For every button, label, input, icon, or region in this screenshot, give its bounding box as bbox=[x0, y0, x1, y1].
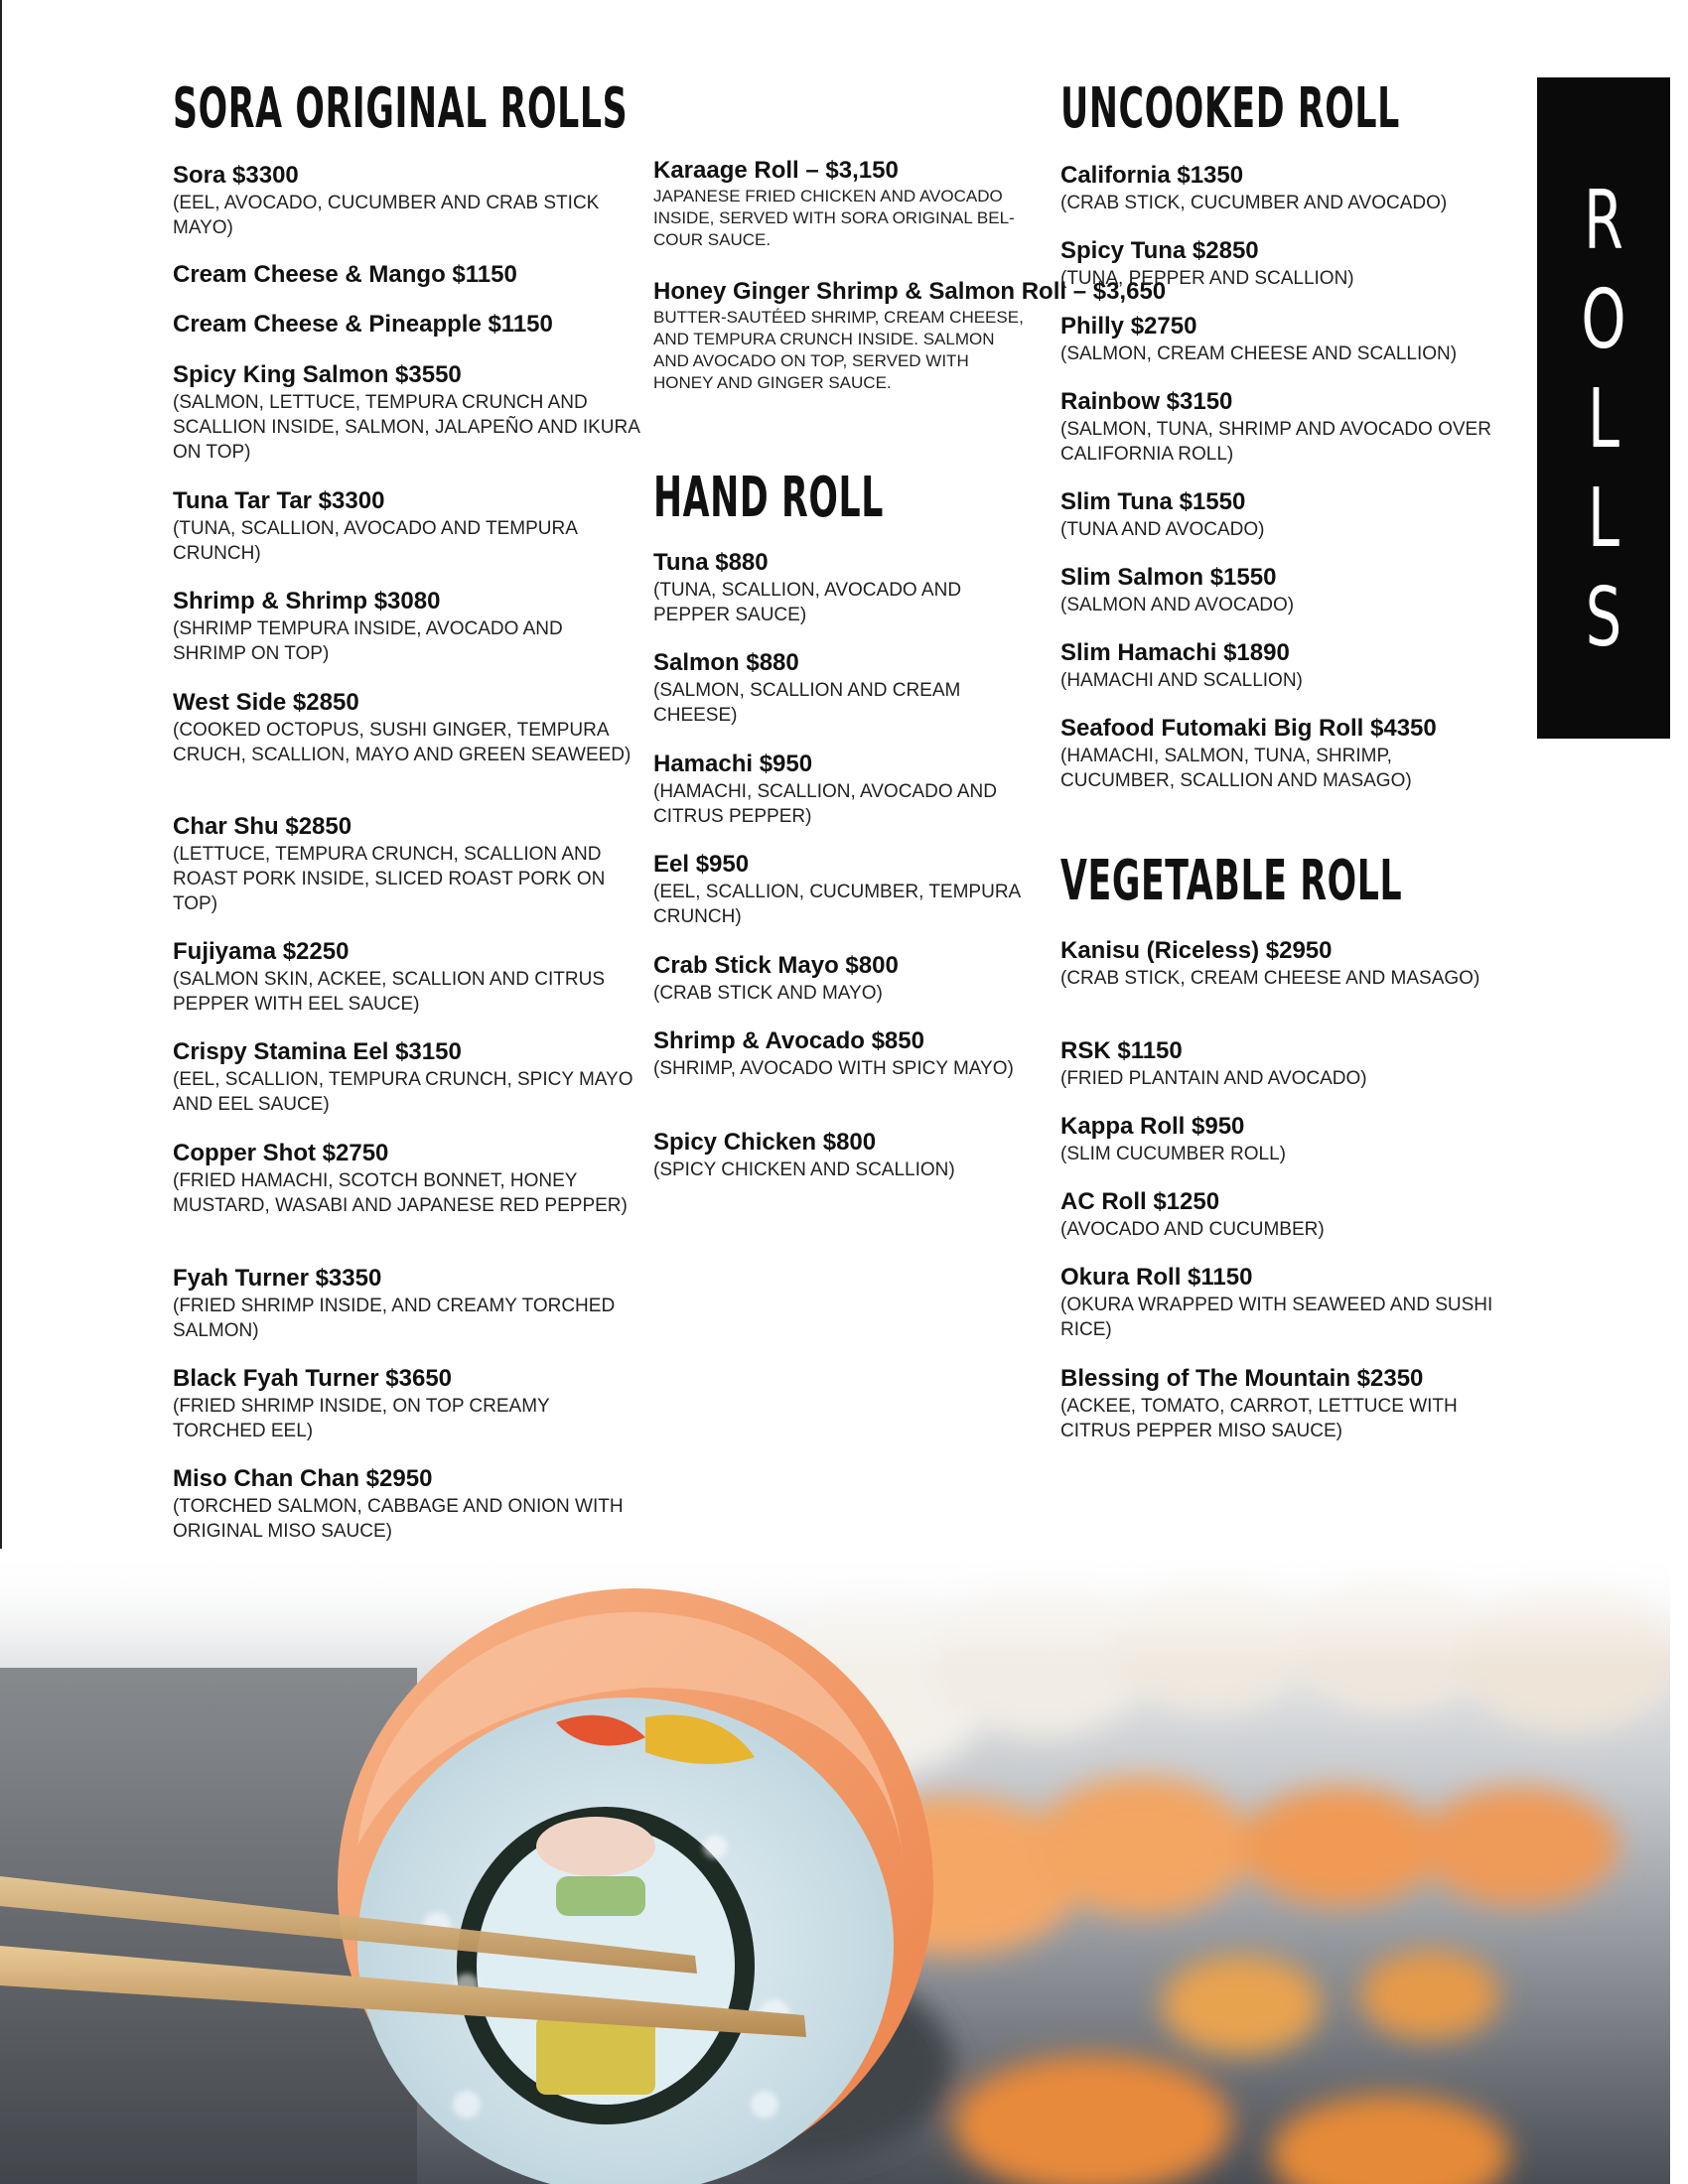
menu-item-description: (TORCHED SALMON, CABBAGE AND ONION WITH ORIGINAL MISO SAUCE) bbox=[173, 1496, 624, 1542]
menu-item-name: Cream Cheese & Mango $1150 bbox=[173, 261, 517, 288]
menu-item-description: (SALMON, CREAM CHEESE AND SCALLION) bbox=[1060, 343, 1458, 364]
menu-item-description: (CRAB STICK AND MAYO) bbox=[653, 983, 883, 1004]
menu-item bbox=[1060, 162, 1507, 215]
menu-item-description: (EEL, SCALLION, CUCUMBER, TEMPURA CRUNCH) bbox=[653, 882, 1021, 927]
menu-item-name: Char Shu $2850 bbox=[173, 813, 352, 840]
vegetable-roll-heading: VEGETABLE ROLL bbox=[1060, 849, 1403, 913]
uncooked-roll-heading: UNCOOKED ROLL bbox=[1060, 76, 1400, 141]
menu-item-name: Hamachi $950 bbox=[653, 751, 813, 777]
menu-item-description: JAPANESE FRIED CHICKEN AND AVOCADO INSIDE, SERVED WITH SORA ORIGINAL BEL-COUR SAUCE. bbox=[653, 187, 1015, 249]
menu-item bbox=[1060, 313, 1507, 366]
menu-item bbox=[173, 938, 639, 1017]
menu-item bbox=[653, 952, 1031, 1006]
rolls-side-tab bbox=[1537, 77, 1670, 739]
menu-item bbox=[653, 1129, 1031, 1182]
menu-item-description: (AVOCADO AND CUCUMBER) bbox=[1060, 1219, 1325, 1240]
menu-item-description: (LETTUCE, TEMPURA CRUNCH, SCALLION AND ROAST PORK INSIDE, SLICED ROAST PORK ON TOP) bbox=[173, 844, 606, 914]
menu-item bbox=[173, 1265, 639, 1343]
menu-item-description: (SHRIMP TEMPURA INSIDE, AVOCADO AND SHRIMP ON TOP) bbox=[173, 618, 563, 664]
menu-item-name: Copper Shot $2750 bbox=[173, 1140, 389, 1166]
menu-item bbox=[653, 1027, 1031, 1081]
menu-item-name: Spicy Tuna $2850 bbox=[1060, 237, 1259, 264]
sora-original-rolls-heading: SORA ORIGINAL ROLLS bbox=[173, 76, 629, 141]
menu-item bbox=[1060, 1037, 1507, 1091]
menu-item-name: Karaage Roll – $3,150 bbox=[653, 157, 899, 184]
menu-item-name: Kanisu (Riceless) $2950 bbox=[1060, 937, 1333, 964]
menu-item bbox=[1060, 1113, 1507, 1166]
menu-item-name: Rainbow $3150 bbox=[1060, 388, 1233, 415]
menu-item-name: Slim Hamachi $1890 bbox=[1060, 639, 1290, 666]
menu-item bbox=[1060, 564, 1507, 617]
menu-item bbox=[653, 549, 1031, 627]
menu-item-description: (HAMACHI, SCALLION, AVOCADO AND CITRUS PEPPER) bbox=[653, 781, 997, 827]
menu-item-description: BUTTER-SAUTÉED SHRIMP, CREAM CHEESE, AND TEMPURA CRUNCH INSIDE. SALMON AND AVOCADO ON TOP, SERVED WITH HONEY AND GINGER SAUCE. bbox=[653, 308, 1024, 392]
menu-item-name: Kappa Roll $950 bbox=[1060, 1113, 1245, 1140]
menu-item bbox=[653, 157, 1031, 251]
side-tab-letter: S bbox=[1585, 571, 1622, 665]
menu-item-description: (TUNA, PEPPER AND SCALLION) bbox=[1060, 268, 1354, 289]
menu-item bbox=[173, 361, 639, 465]
menu-item-name: AC Roll $1250 bbox=[1060, 1188, 1220, 1215]
menu-item bbox=[653, 851, 1031, 929]
menu-item-name: Spicy King Salmon $3550 bbox=[173, 361, 462, 388]
hand-roll-heading: HAND ROLL bbox=[653, 466, 884, 530]
menu-item-description: (COOKED OCTOPUS, SUSHI GINGER, TEMPURA CRUCH, SCALLION, MAYO AND GREEN SEAWEED) bbox=[173, 720, 632, 765]
menu-item-description: (EEL, SCALLION, TEMPURA CRUNCH, SPICY MAYO AND EEL SAUCE) bbox=[173, 1069, 633, 1115]
menu-item-name: Okura Roll $1150 bbox=[1060, 1264, 1253, 1291]
menu-item-description: (HAMACHI, SALMON, TUNA, SHRIMP, CUCUMBER, SCALLION AND MASAGO) bbox=[1060, 746, 1412, 791]
menu-item-description: (ACKEE, TOMATO, CARROT, LETTUCE WITH CITRUS PEPPER MISO SAUCE) bbox=[1060, 1396, 1458, 1441]
menu-item bbox=[173, 487, 639, 566]
menu-item-description: (EEL, AVOCADO, CUCUMBER AND CRAB STICK MAYO) bbox=[173, 193, 600, 238]
menu-item bbox=[173, 1465, 639, 1544]
menu-item-description: (SALMON, TUNA, SHRIMP AND AVOCADO OVER CALIFORNIA ROLL) bbox=[1060, 419, 1491, 465]
menu-item bbox=[653, 649, 1031, 728]
menu-item-name: West Side $2850 bbox=[173, 689, 359, 716]
menu-item-description: (SHRIMP, AVOCADO WITH SPICY MAYO) bbox=[653, 1058, 1014, 1079]
menu-item-description: (CRAB STICK, CUCUMBER AND AVOCADO) bbox=[1060, 193, 1448, 213]
side-tab-letter: O bbox=[1581, 273, 1626, 367]
menu-item-name: RSK $1150 bbox=[1060, 1037, 1183, 1064]
menu-item-name: Slim Salmon $1550 bbox=[1060, 564, 1277, 591]
menu-item-name: Crispy Stamina Eel $3150 bbox=[173, 1038, 462, 1065]
menu-item-name: Blessing of The Mountain $2350 bbox=[1060, 1365, 1424, 1392]
menu-item-name: Shrimp & Shrimp $3080 bbox=[173, 588, 441, 614]
menu-item bbox=[173, 162, 639, 240]
menu-item-name: Fujiyama $2250 bbox=[173, 938, 350, 965]
side-tab-letter: L bbox=[1588, 472, 1619, 566]
menu-item-name: Spicy Chicken $800 bbox=[653, 1129, 877, 1156]
menu-item bbox=[1060, 488, 1507, 542]
menu-item-name: Black Fyah Turner $3650 bbox=[173, 1365, 453, 1392]
menu-item-description: (SALMON, SCALLION AND CREAM CHEESE) bbox=[653, 680, 961, 726]
menu-item-name: Tuna Tar Tar $3300 bbox=[173, 487, 385, 514]
menu-item-name: Tuna $880 bbox=[653, 549, 769, 576]
menu-item-name: Sora $3300 bbox=[173, 162, 299, 189]
page-left-border bbox=[0, 0, 2, 1678]
menu-item bbox=[173, 1140, 639, 1218]
menu-item bbox=[173, 813, 639, 916]
side-tab-letter: R bbox=[1584, 174, 1623, 268]
menu-item-description: (FRIED PLANTAIN AND AVOCADO) bbox=[1060, 1068, 1367, 1089]
menu-item-description: (TUNA, SCALLION, AVOCADO AND PEPPER SAUCE) bbox=[653, 580, 962, 625]
menu-item bbox=[173, 311, 639, 339]
menu-item-description: (FRIED SHRIMP INSIDE, AND CREAMY TORCHED SALMON) bbox=[173, 1296, 616, 1341]
menu-item-name: Eel $950 bbox=[653, 851, 750, 878]
menu-item-description: (SALMON SKIN, ACKEE, SCALLION AND CITRUS PEPPER WITH EEL SAUCE) bbox=[173, 969, 605, 1015]
menu-item bbox=[1060, 1365, 1507, 1443]
menu-item bbox=[173, 689, 639, 767]
menu-item bbox=[1060, 237, 1507, 291]
menu-item-name: Cream Cheese & Pineapple $1150 bbox=[173, 311, 553, 338]
menu-item bbox=[1060, 639, 1507, 693]
menu-item bbox=[173, 1038, 639, 1117]
menu-item-description: (SPICY CHICKEN AND SCALLION) bbox=[653, 1160, 955, 1180]
menu-item-name: Salmon $880 bbox=[653, 649, 799, 676]
menu-item-description: (SALMON, LETTUCE, TEMPURA CRUNCH AND SCALLION INSIDE, SALMON, JALAPEÑO AND IKURA ON TOP) bbox=[173, 392, 639, 463]
menu-item-name: Philly $2750 bbox=[1060, 313, 1197, 340]
sushi-roll-photo bbox=[0, 1549, 1670, 2184]
menu-item bbox=[173, 1365, 639, 1443]
menu-item-description: (FRIED SHRIMP INSIDE, ON TOP CREAMY TORCHED EEL) bbox=[173, 1396, 550, 1441]
menu-item-name: Crab Stick Mayo $800 bbox=[653, 952, 899, 979]
menu-item-description: (CRAB STICK, CREAM CHEESE AND MASAGO) bbox=[1060, 968, 1480, 989]
menu-item-description: (SLIM CUCUMBER ROLL) bbox=[1060, 1144, 1286, 1164]
menu-item-description: (TUNA, SCALLION, AVOCADO AND TEMPURA CRUNCH) bbox=[173, 518, 577, 564]
menu-item bbox=[173, 261, 639, 289]
menu-item-name: Honey Ginger Shrimp & Salmon Roll – $3,650 bbox=[653, 278, 1167, 305]
menu-item-description: (TUNA AND AVOCADO) bbox=[1060, 519, 1265, 540]
menu-item-name: Shrimp & Avocado $850 bbox=[653, 1027, 924, 1054]
menu-item-name: Seafood Futomaki Big Roll $4350 bbox=[1060, 715, 1437, 742]
menu-item-description: (FRIED HAMACHI, SCOTCH BONNET, HONEY MUSTARD, WASABI AND JAPANESE RED PEPPER) bbox=[173, 1170, 628, 1216]
menu-item bbox=[1060, 1188, 1507, 1242]
menu-item-description: (SALMON AND AVOCADO) bbox=[1060, 595, 1295, 615]
menu-item bbox=[1060, 1264, 1507, 1342]
menu-item bbox=[1060, 715, 1507, 793]
menu-item-name: California $1350 bbox=[1060, 162, 1244, 189]
menu-item bbox=[653, 751, 1031, 829]
menu-item-name: Miso Chan Chan $2950 bbox=[173, 1465, 433, 1492]
menu-item bbox=[1060, 937, 1507, 991]
menu-item-description: (OKURA WRAPPED WITH SEAWEED AND SUSHI RICE) bbox=[1060, 1295, 1493, 1340]
menu-item-description: (HAMACHI AND SCALLION) bbox=[1060, 670, 1303, 691]
menu-item bbox=[173, 588, 639, 666]
menu-item-name: Slim Tuna $1550 bbox=[1060, 488, 1246, 515]
menu-item bbox=[1060, 388, 1507, 467]
menu-item-name: Fyah Turner $3350 bbox=[173, 1265, 382, 1292]
side-tab-letter: L bbox=[1588, 372, 1619, 467]
